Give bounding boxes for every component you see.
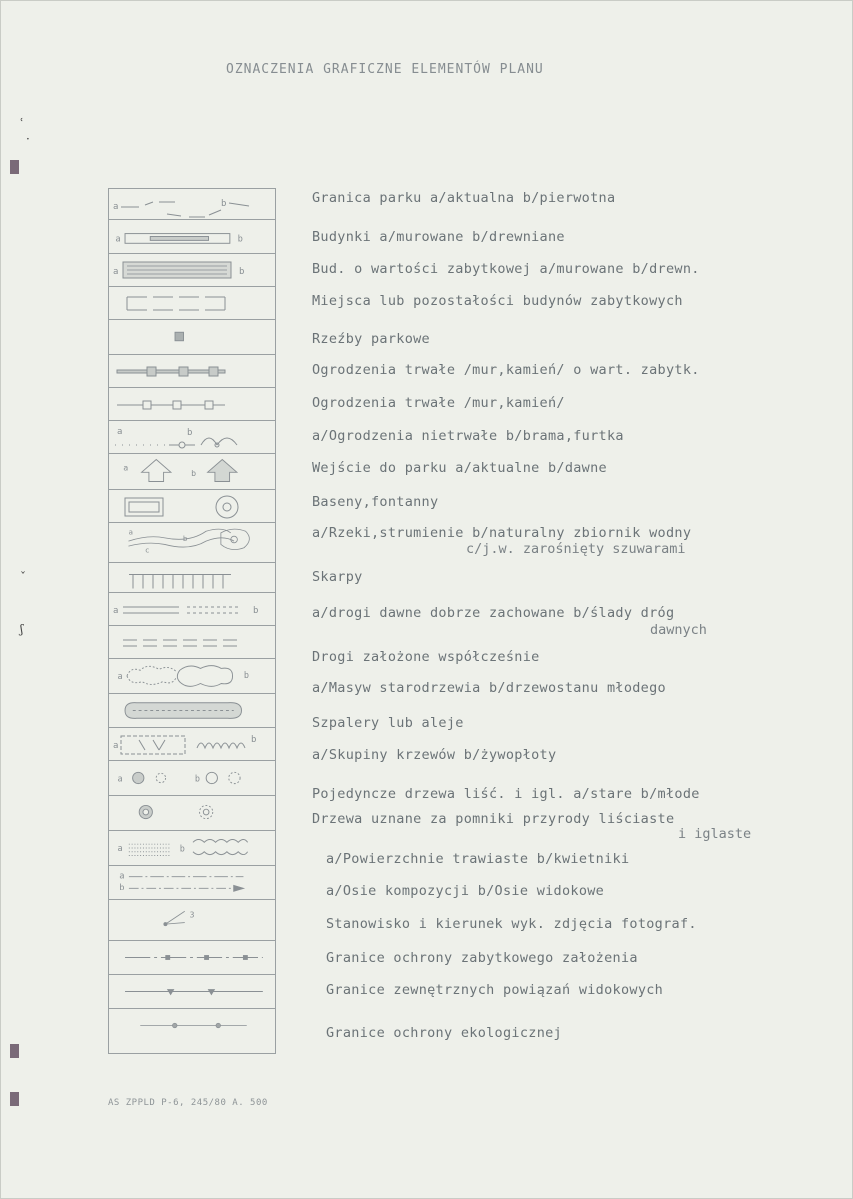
edge-mark: · (26, 132, 30, 146)
legend-description-continued: i iglaste (678, 826, 752, 842)
legend-description: a/Skupiny krzewów b/żywopłoty (312, 747, 557, 763)
legend-description: Granica parku a/aktualna b/pierwotna (312, 190, 616, 206)
legend-description: Drogi założone współcześnie (312, 649, 540, 665)
symbol-photo-position (109, 900, 275, 941)
legend-description: Miejsca lub pozostałości budynów zabytkowych (312, 293, 683, 309)
edge-mark: ˇ (20, 570, 26, 584)
symbol-sculptures (109, 320, 275, 355)
legend-description: Pojedyncze drzewa liść. i igl. a/stare b/młode (312, 786, 700, 802)
edge-mark: ʃ (20, 622, 24, 636)
symbol-lawns-flowerbeds (109, 831, 275, 866)
legend-letter-b: b (119, 883, 125, 894)
legend-letter-a: a (113, 741, 119, 751)
legend-description-continued: dawnych (650, 622, 707, 638)
symbol-permanent-fence (109, 388, 275, 421)
legend-letter-a: a (117, 670, 123, 681)
legend-description: Bud. o wartości zabytkowej a/murowane b/drewn. (312, 261, 700, 277)
legend-letter-c: c (144, 545, 150, 555)
binder-mark (10, 1044, 19, 1058)
symbol-single-trees (109, 761, 275, 796)
symbol-old-tree-stand (109, 659, 275, 694)
legend-description: Skarpy (312, 569, 363, 585)
legend-letter-b: b (243, 669, 249, 680)
document-title: OZNACZENIA GRAFICZNE ELEMENTÓW PLANU (226, 62, 544, 77)
legend-letter-a: a (115, 234, 121, 245)
legend-letter-b: b (182, 534, 188, 544)
legend-letter-a: a (123, 462, 129, 473)
symbol-historic-buildings (109, 254, 275, 287)
symbol-park-entrances (109, 454, 275, 490)
legend-letter-a: a (113, 606, 119, 616)
legend-letter-b: b (251, 735, 257, 745)
legend-letter-a: a (117, 842, 123, 853)
legend-letter-a: a (119, 871, 125, 882)
legend-description: a/Osie kompozycji b/Osie widokowe (326, 883, 605, 899)
legend-letter-b: b (239, 267, 245, 277)
binder-mark (10, 1092, 19, 1106)
legend-description: Rzeźby parkowe (312, 331, 430, 347)
symbol-ecological-boundary (109, 1009, 275, 1053)
legend-description: a/Powierzchnie trawiaste b/kwietniki (326, 851, 630, 867)
legend-letter-a: a (117, 773, 123, 784)
symbol-view-boundary (109, 975, 275, 1009)
legend-description: a/Rzeki,strumienie b/naturalny zbiornik wodny (312, 525, 692, 541)
symbol-buildings (109, 220, 275, 254)
legend-symbol-table (108, 188, 276, 1054)
legend-letter-a: a (113, 267, 119, 277)
legend-letter-a: a (117, 427, 123, 437)
symbol-historic-fence (109, 355, 275, 388)
symbol-temporary-fence (109, 421, 275, 454)
legend-number-3: 3 (189, 910, 195, 920)
legend-description: Szpalery lub aleje (312, 715, 464, 731)
symbol-monument-trees (109, 796, 275, 831)
archive-reference: AS ZPPLD P-6, 245/80 A. 500 (108, 1098, 268, 1108)
legend-description: a/Masyw starodrzewia b/drzewostanu młodego (312, 680, 666, 696)
legend-letter-b: b (191, 468, 197, 478)
legend-description: Ogrodzenia trwałe /mur,kamień/ o wart. zabytk. (312, 362, 700, 378)
legend-letter-b: b (187, 428, 193, 438)
legend-letter-b: b (253, 606, 259, 616)
binder-mark (10, 160, 19, 174)
legend-description: Stanowisko i kierunek wyk. zdjęcia fotograf. (326, 916, 697, 932)
legend-description: Granice zewnętrznych powiązań widokowych (326, 982, 664, 998)
legend-description: Wejście do parku a/aktualne b/dawne (312, 460, 607, 476)
legend-description: Baseny,fontanny (312, 494, 439, 510)
symbol-park-boundary (109, 189, 275, 220)
symbol-rivers-ponds (109, 523, 275, 563)
legend-letter-b: b (237, 234, 243, 245)
legend-description: Ogrodzenia trwałe /mur,kamień/ (312, 395, 565, 411)
legend-letter-b: b (179, 843, 185, 854)
legend-description: Granice ochrony zabytkowego założenia (326, 950, 638, 966)
legend-letter-b: b (194, 773, 200, 784)
legend-description: Budynki a/murowane b/drewniane (312, 229, 565, 245)
symbol-tree-alleys (109, 694, 275, 728)
symbol-heritage-boundary (109, 941, 275, 975)
symbol-shrubs-hedges (109, 728, 275, 761)
legend-description: Granice ochrony ekologicznej (326, 1025, 562, 1041)
legend-letter-a: a (113, 202, 119, 212)
symbol-modern-roads (109, 626, 275, 659)
legend-description: a/drogi dawne dobrze zachowane b/ślady dróg (312, 605, 675, 621)
symbol-axes (109, 866, 275, 900)
symbol-pools-fountains (109, 490, 275, 523)
legend-description-continued: c/j.w. zarośnięty szuwarami (466, 541, 686, 557)
legend-description: Drzewa uznane za pomniki przyrody liściaste (312, 811, 675, 827)
edge-mark: ʿ (20, 116, 24, 130)
legend-description: a/Ogrodzenia nietrwałe b/brama,furtka (312, 428, 624, 444)
symbol-building-remains (109, 287, 275, 320)
legend-letter-b: b (221, 199, 227, 209)
symbol-escarpments (109, 563, 275, 593)
legend-letter-a: a (128, 527, 133, 537)
symbol-old-roads (109, 593, 275, 626)
